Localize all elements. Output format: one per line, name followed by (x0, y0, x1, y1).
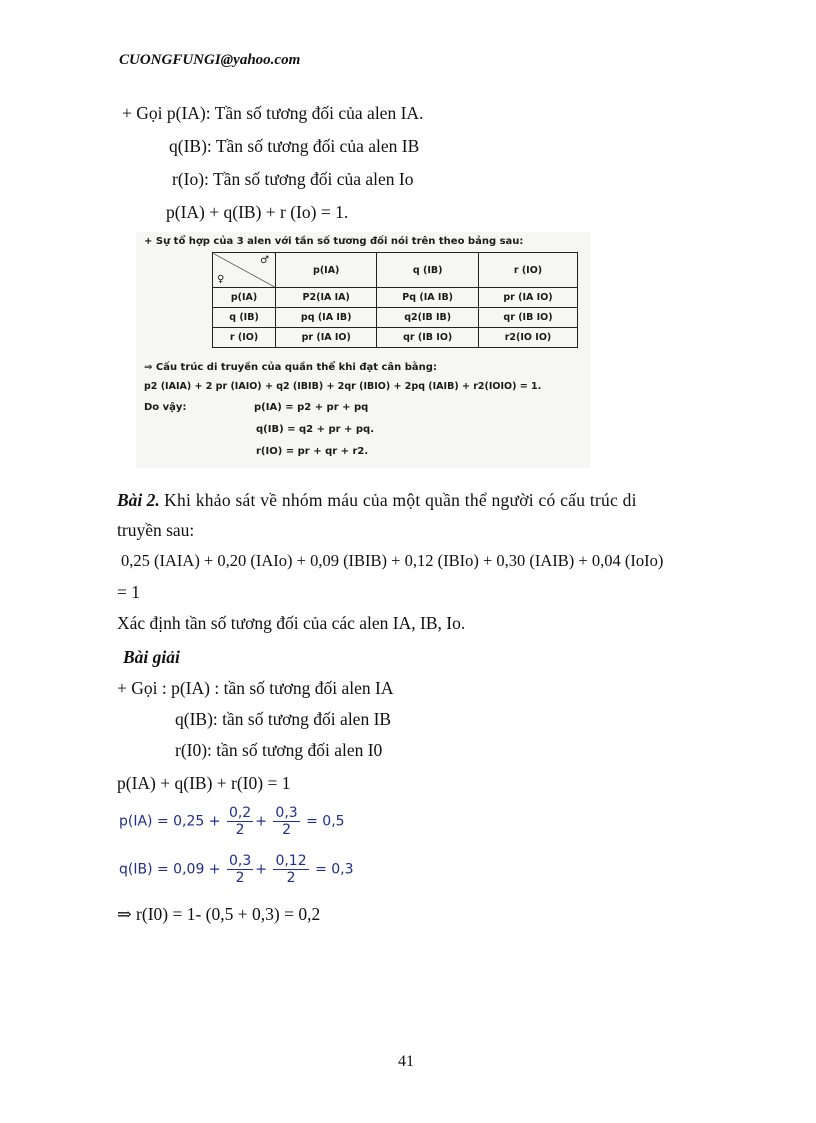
problem-text-2: truyền sau: (117, 520, 195, 540)
table-cell: P2(IA IA) (276, 288, 377, 308)
col-header: p(IA) (276, 253, 377, 288)
final-result: ⇒ r(I0) = 1- (0,5 + 0,3) = 0,2 (117, 904, 321, 924)
calc-p-lhs: p(IA) = 0,25 + (119, 813, 221, 830)
table-cell: q2(IB IB) (377, 308, 479, 328)
problem-statement (117, 490, 637, 511)
solution-line-3: r(I0): tần số tương đối alen I0 (175, 740, 383, 760)
formula-r: r(IO) = pr + qr + r2. (256, 446, 369, 457)
scanned-table-image (136, 232, 590, 468)
table-cell: qr (IB IO) (377, 328, 479, 348)
header-email: CUONGFUNGI@yahoo.com (119, 52, 301, 68)
scan-intro: + Sự tổ hợp của 3 alen với tần số tương đối nói trên theo bảng sau: (144, 236, 524, 247)
row-label: r (IO) (213, 328, 276, 348)
intro-line-1: + Gọi p(IA): Tần số tương đối của alen IA. (122, 103, 424, 123)
col-header: r (IO) (478, 253, 577, 288)
structure-equation: p2 (IAIA) + 2 pr (IAIO) + q2 (IBIB) + 2qr (IBIO) + 2pq (IAIB) + r2(IOIO) = 1. (144, 381, 542, 392)
solution-line-2: q(IB): tần số tương đối alen IB (175, 709, 392, 729)
genotype-equation-end: = 1 (117, 582, 140, 602)
calc-q-fraction-2: $\frac{0,12}{2}$ (275, 853, 307, 886)
table-cell: pr (IA IO) (276, 328, 377, 348)
solution-line-4: p(IA) + q(IB) + r(I0) = 1 (117, 773, 291, 793)
calc-q-fraction-1: $\frac{0,3}{2}$ (228, 853, 252, 886)
intro-line-3: r(Io): Tần số tương đối của alen Io (172, 169, 414, 189)
table-cell: Pq (IA IB) (377, 288, 479, 308)
col-header: q (IB) (377, 253, 479, 288)
female-symbol: ♀ (217, 274, 225, 285)
calc-p-rhs: = 0,5 (306, 813, 345, 830)
genotype-equation: 0,25 (IAIA) + 0,20 (IAIo) + 0,09 (IBIB) + 0,12 (IBIo) + 0,30 (IAIB) + 0,04 (IoIo) (121, 551, 664, 570)
table-cell: pr (IA IO) (478, 288, 577, 308)
table-corner (213, 253, 276, 288)
table-cell: qr (IB IO) (478, 308, 577, 328)
calc-q-rhs: = 0,3 (315, 861, 354, 878)
calc-q-lhs: q(IB) = 0,09 + (119, 861, 221, 878)
table-cell: r2(IO IO) (478, 328, 577, 348)
table-row (213, 328, 578, 348)
calc-p-fraction-1: $\frac{0,2}{2}$ (228, 805, 252, 838)
solution-title: Bài giải (123, 647, 180, 667)
table-row (213, 288, 578, 308)
intro-line-4: p(IA) + q(IB) + r (Io) = 1. (166, 202, 349, 222)
do-vay-label: Do vậy: (144, 402, 187, 413)
formula-p: p(IA) = p2 + pr + pq (254, 402, 369, 413)
problem-title: Bài 2. (117, 490, 160, 510)
calc-p-fraction-2: $\frac{0,3}{2}$ (275, 805, 298, 838)
row-label: q (IB) (213, 308, 276, 328)
structure-title: ⇒ Cấu trúc di truyền của quần thể khi đạt cân bằng: (144, 362, 437, 373)
question: Xác định tần số tương đối của các alen IA, IB, Io. (117, 613, 466, 633)
problem-text-1: Khi khảo sát về nhóm máu của một quần thể người có cấu trúc di (164, 490, 637, 510)
intro-line-2: q(IB): Tần số tương đối của alen IB (169, 136, 420, 156)
row-label: p(IA) (213, 288, 276, 308)
table-cell: pq (IA IB) (276, 308, 377, 328)
formula-q: q(IB) = q2 + pr + pq. (256, 424, 374, 435)
allele-combination-table (212, 252, 578, 348)
male-symbol: ♂ (260, 255, 270, 266)
calc-p: p(IA) = 0,25 + $\frac{0,2}{2}$ + $\frac{0,3}{2}$ = 0,5 (119, 805, 345, 838)
calc-q: q(IB) = 0,09 + $\frac{0,3}{2}$ + $\frac{0,12}{2}$ = 0,3 (119, 853, 354, 886)
solution-line-1: + Gọi : p(IA) : tần số tương đối alen IA (117, 678, 394, 698)
table-row (213, 308, 578, 328)
page-number: 41 (398, 1053, 414, 1070)
